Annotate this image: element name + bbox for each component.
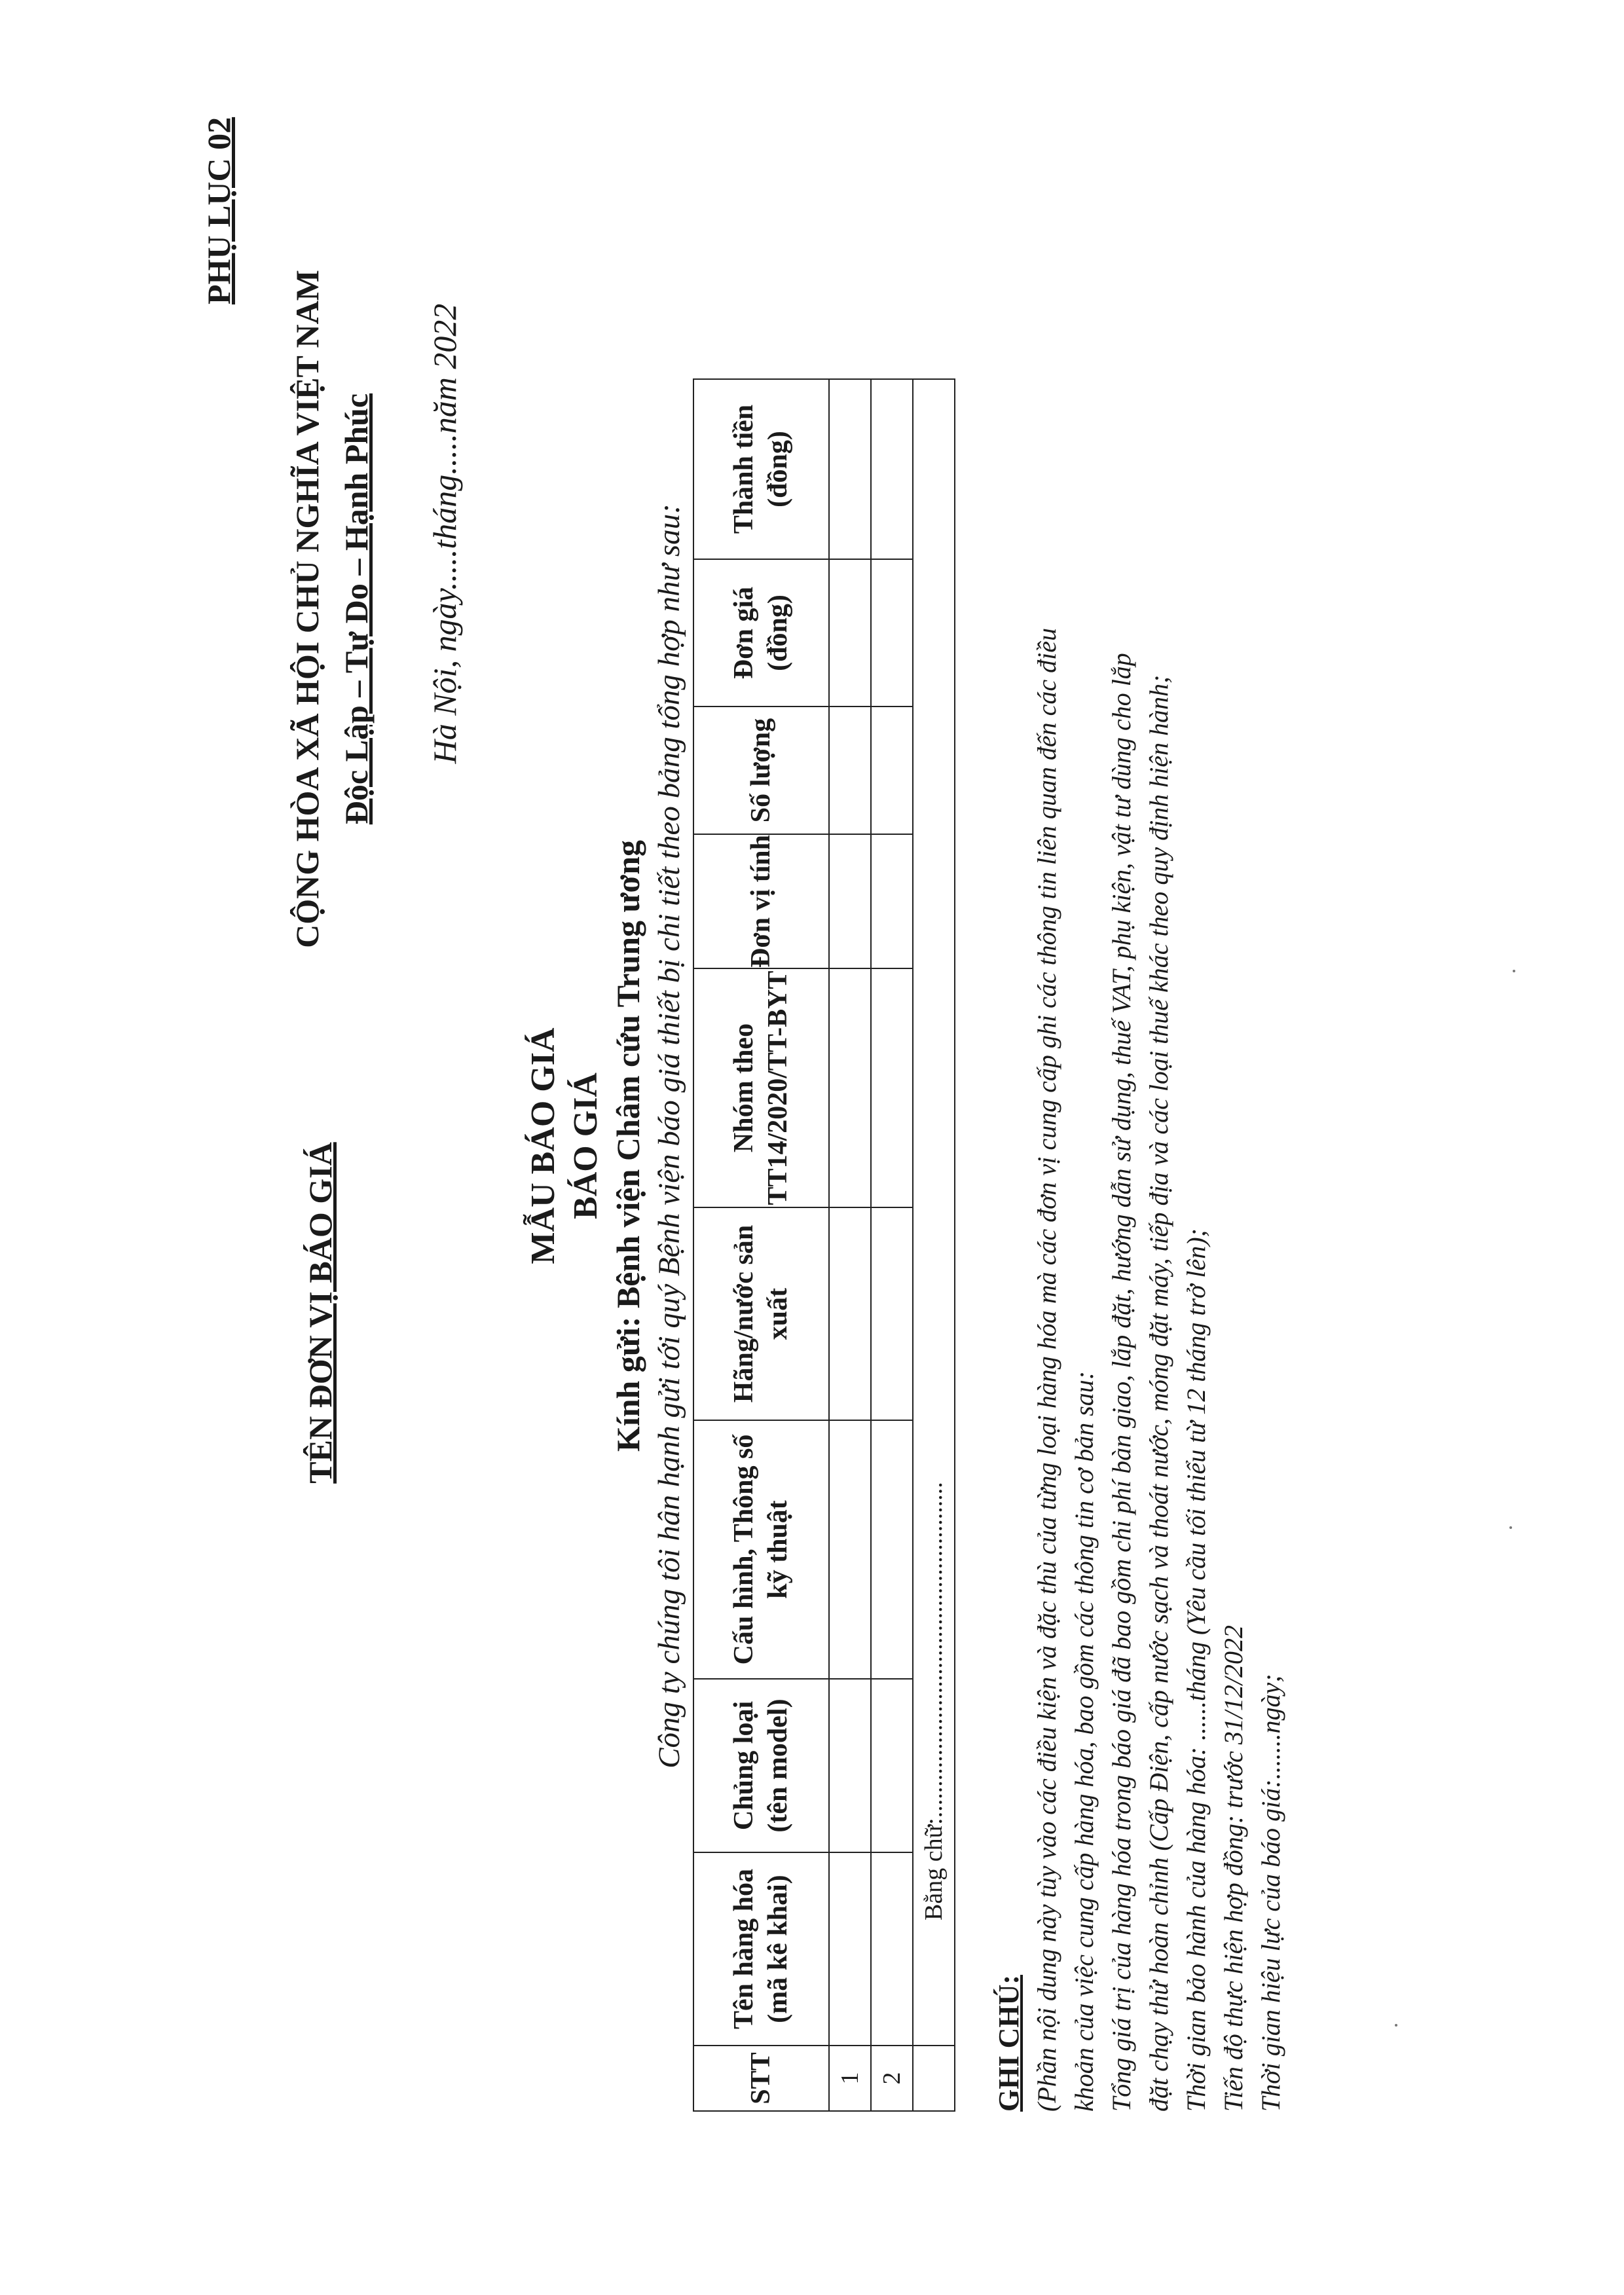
table-cell xyxy=(913,2046,955,2111)
scan-speck xyxy=(1395,2024,1397,2027)
document-title: BÁO GIÁ xyxy=(567,1073,604,1219)
row-stt: 1 xyxy=(829,2046,871,2111)
appendix-label: PHỤ LỤC 02 xyxy=(200,117,237,304)
scan-speck xyxy=(1513,970,1515,972)
table-cell xyxy=(871,1679,913,1852)
table-cell xyxy=(871,379,913,559)
motto-text: Độc Lập – Tự Do – Hạnh Phúc xyxy=(338,393,375,825)
table-cell xyxy=(871,1420,913,1679)
table-cell xyxy=(871,1207,913,1420)
table-cell xyxy=(871,968,913,1207)
header-group: Nhóm theo TT14/2020/TT-BYT xyxy=(693,968,829,1207)
table-header-row xyxy=(693,379,829,2111)
table-row xyxy=(829,379,871,2111)
nation-heading: CỘNG HÒA XÃ HỘI CHỦ NGHĨA VIỆT NAM xyxy=(289,270,325,948)
table-row xyxy=(871,379,913,2111)
table-cell xyxy=(871,1852,913,2046)
header-stt: STT xyxy=(693,2046,829,2111)
table-cell xyxy=(829,1207,871,1420)
quotation-table xyxy=(693,378,955,2112)
header-specs: Cấu hình, Thông số kỹ thuật xyxy=(693,1420,829,1679)
table-cell xyxy=(829,1420,871,1679)
row-stt: 2 xyxy=(871,2046,913,2111)
table-cell xyxy=(829,559,871,707)
table-cell xyxy=(871,559,913,707)
note-line: Thời gian bảo hành của hàng hóa: ......tháng (Yêu cầu tối thiểu từ 12 tháng trở lên); xyxy=(1181,1228,1211,2112)
table-cell xyxy=(829,834,871,968)
notes-heading: GHI CHÚ: xyxy=(993,1975,1025,2112)
header-quantity: Số lượng xyxy=(693,707,829,834)
table-cell xyxy=(829,379,871,559)
note-line: đặt chạy thử hoàn chỉnh (Cấp Điện, cấp nước sạch và thoát nước, móng đặt máy, tiếp địa và các loại thuế khác theo quy định hiện hành; xyxy=(1144,674,1173,2112)
total-in-words-row xyxy=(913,379,955,2111)
header-model: Chủng loại (tên model) xyxy=(693,1679,829,1852)
header-product-name: Tên hàng hóa (mã kê khai) xyxy=(693,1852,829,2046)
intro-text: Công ty chúng tôi hân hạnh gửi tới quý Bệnh viện báo giá thiết bị chi tiết theo bảng tổng hợp như sau: xyxy=(652,504,686,1769)
header-amount: Thành tiền (đồng) xyxy=(693,379,829,559)
total-in-words: Bằng chữ:...................................................... xyxy=(913,379,955,2046)
header-unit: Đơn vị tính xyxy=(693,834,829,968)
table-cell xyxy=(871,707,913,834)
note-line: khoản của việc cung cấp hàng hóa, bao gồm các thông tin cơ bản sau: xyxy=(1069,1370,1099,2112)
table-cell xyxy=(829,1852,871,2046)
place-date: Hà Nội, ngày.....tháng.....năm 2022 xyxy=(426,303,463,764)
note-line: Tổng giá trị của hàng hóa trong báo giá đã bao gồm chi phí bàn giao, lắp đặt, hướng dẫn sử dụng, thuế VAT, phụ kiện, vật tư dùng cho lắp xyxy=(1107,653,1136,2112)
header-manufacturer: Hãng/nước sản xuất xyxy=(693,1207,829,1420)
table-cell xyxy=(829,1679,871,1852)
note-line: (Phần nội dung này tùy vào các điều kiện và đặc thù của từng loại hàng hóa mà các đơn vị cung cấp ghi các thông tin liên quan đến các điều xyxy=(1032,628,1061,2112)
table-cell xyxy=(829,968,871,1207)
scan-speck xyxy=(1509,1526,1512,1529)
note-line: Thời gian hiệu lực của báo giá:.......ngày; xyxy=(1256,1674,1285,2112)
recipient-line: Kính gửi: Bệnh viện Châm cứu Trung ương xyxy=(610,839,646,1452)
table-cell xyxy=(829,707,871,834)
motto-heading xyxy=(337,101,375,1116)
note-line: Tiến độ thực hiện hợp đồng: trước 31/12/2022 xyxy=(1219,1625,1248,2112)
table-cell xyxy=(871,834,913,968)
organization-name: TÊN ĐƠN VỊ BÁO GIÁ xyxy=(302,1142,339,1484)
form-title: MẪU BÁO GIÁ xyxy=(525,1027,562,1264)
header-unit-price: Đơn giá (đồng) xyxy=(693,559,829,707)
